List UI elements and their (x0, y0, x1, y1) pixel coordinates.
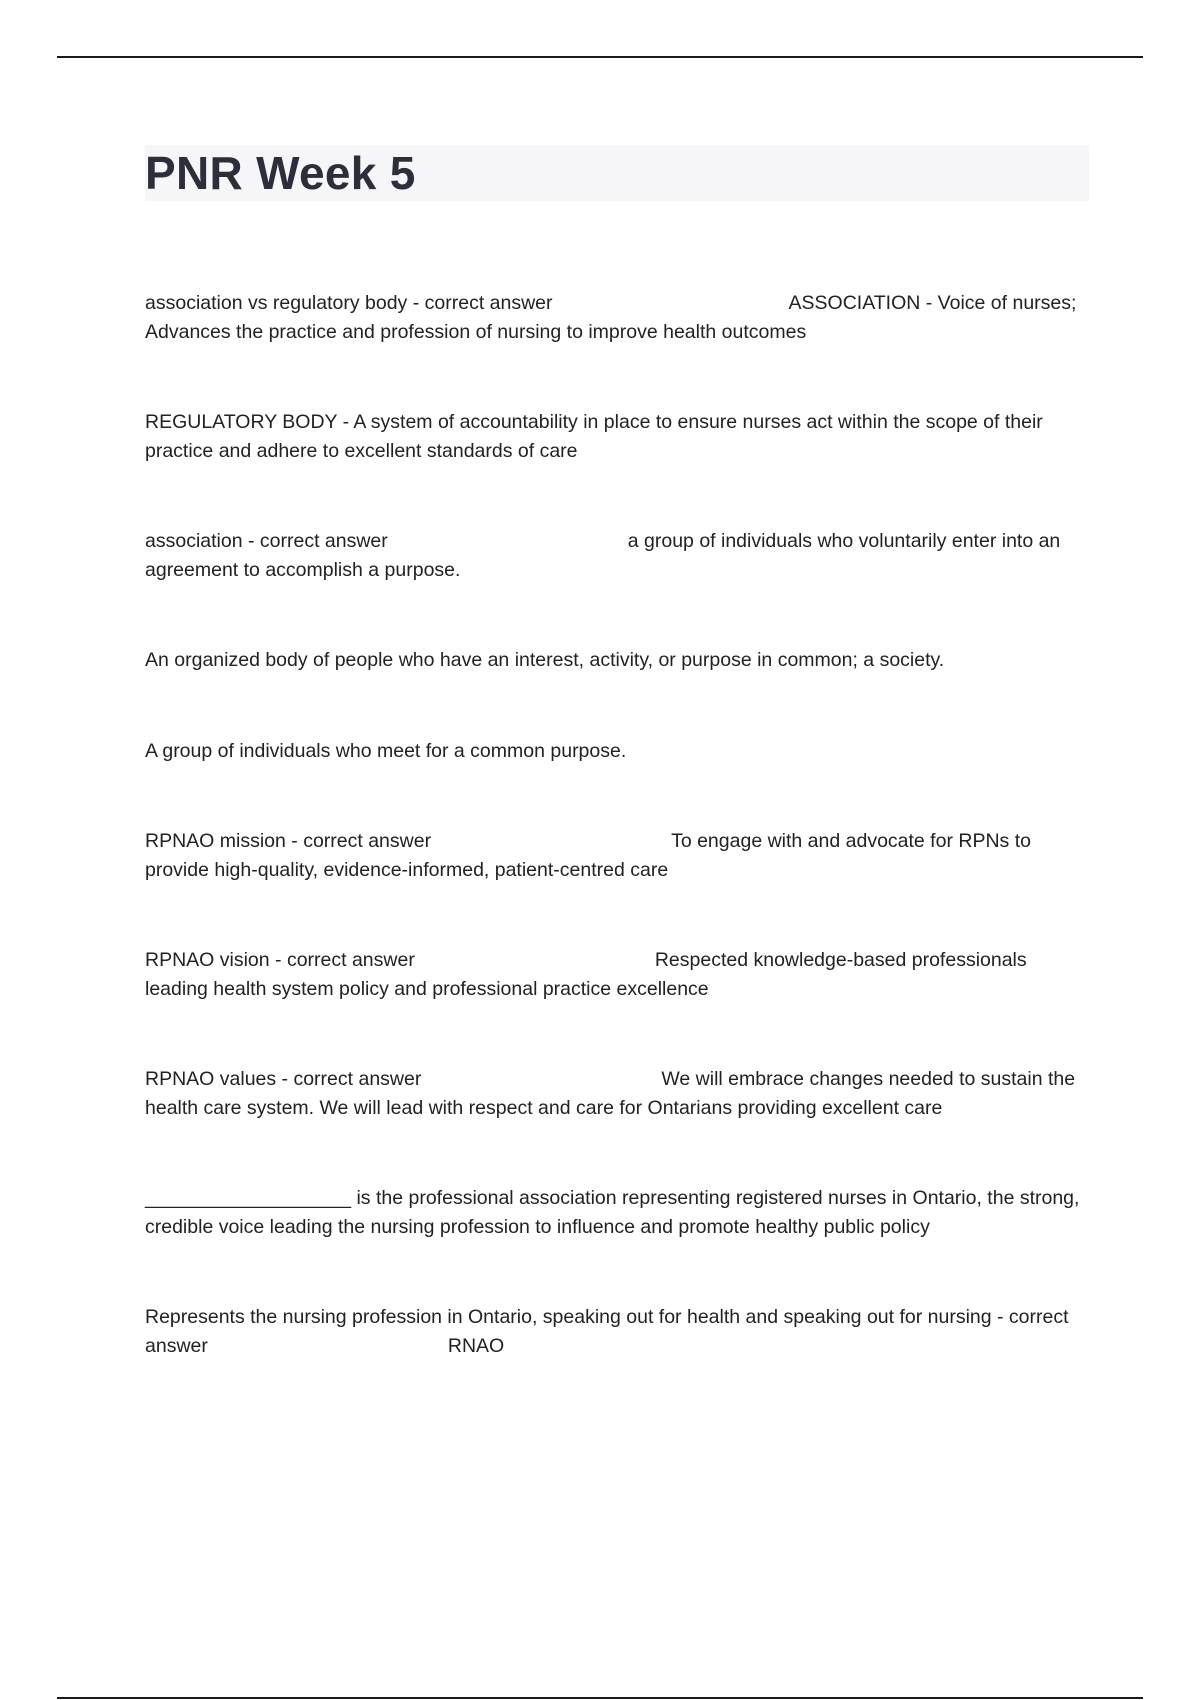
entry-answer: To engage with and advocate for RPNs to provide high-quality, evidence-informed, patient-centred care (145, 830, 1031, 881)
entry-rnao (145, 1303, 1085, 1360)
entry-text: REGULATORY BODY - A system of accountability in place to ensure nurses act within the scope of their practice and adhere to excellent standards of care (145, 411, 1043, 462)
flashcard-list (145, 289, 1085, 1422)
entry-answer: We will embrace changes needed to sustain the health care system. We will lead with respect and care for Ontarians providing excellent care (145, 1068, 1076, 1119)
entry-term: association - correct answer (145, 530, 388, 552)
title-band (145, 145, 1089, 201)
entry-rpnao-mission (145, 827, 1085, 884)
entry-blank-association (145, 1184, 1085, 1241)
entry-text: A group of individuals who meet for a common purpose. (145, 739, 627, 762)
page-title: PNR Week 5 (145, 147, 416, 199)
entry-term: Represents the nursing profession in Ontario, speaking out for health and speaking out for nursing - correct answer (145, 1306, 1069, 1357)
entry-answer: Respected knowledge-based professionals leading health system policy and professional practice excellence (145, 949, 1027, 1000)
entry-group-individuals (145, 737, 1085, 766)
entry-rpnao-values (145, 1065, 1085, 1122)
entry-term: RPNAO values - correct answer (145, 1068, 422, 1090)
entry-answer: ASSOCIATION - Voice of nurses; Advances the practice and profession of nursing to improve health outcomes (145, 292, 1077, 343)
bottom-rule (57, 1697, 1143, 1699)
top-rule (57, 56, 1143, 58)
entry-term: RPNAO mission - correct answer (145, 830, 432, 852)
entry-association-vs-regulatory (145, 289, 1085, 346)
entry-term: RPNAO vision - correct answer (145, 949, 415, 971)
entry-organized-body (145, 646, 1085, 675)
entry-text: ___________________ is the professional association representing registered nurses in Ontario, the strong, credible voice leading the nursing profession to influence and promote healthy public policy (145, 1187, 1080, 1238)
entry-regulatory-body (145, 408, 1085, 465)
entry-term: association vs regulatory body - correct answer (145, 292, 553, 314)
entry-text: An organized body of people who have an interest, activity, or purpose in common; a society. (145, 649, 945, 671)
entry-answer: a group of individuals who voluntarily enter into an agreement to accomplish a purpose. (145, 530, 1061, 581)
entry-answer: RNAO (447, 1334, 505, 1357)
entry-rpnao-vision (145, 946, 1085, 1003)
entry-association (145, 527, 1085, 584)
